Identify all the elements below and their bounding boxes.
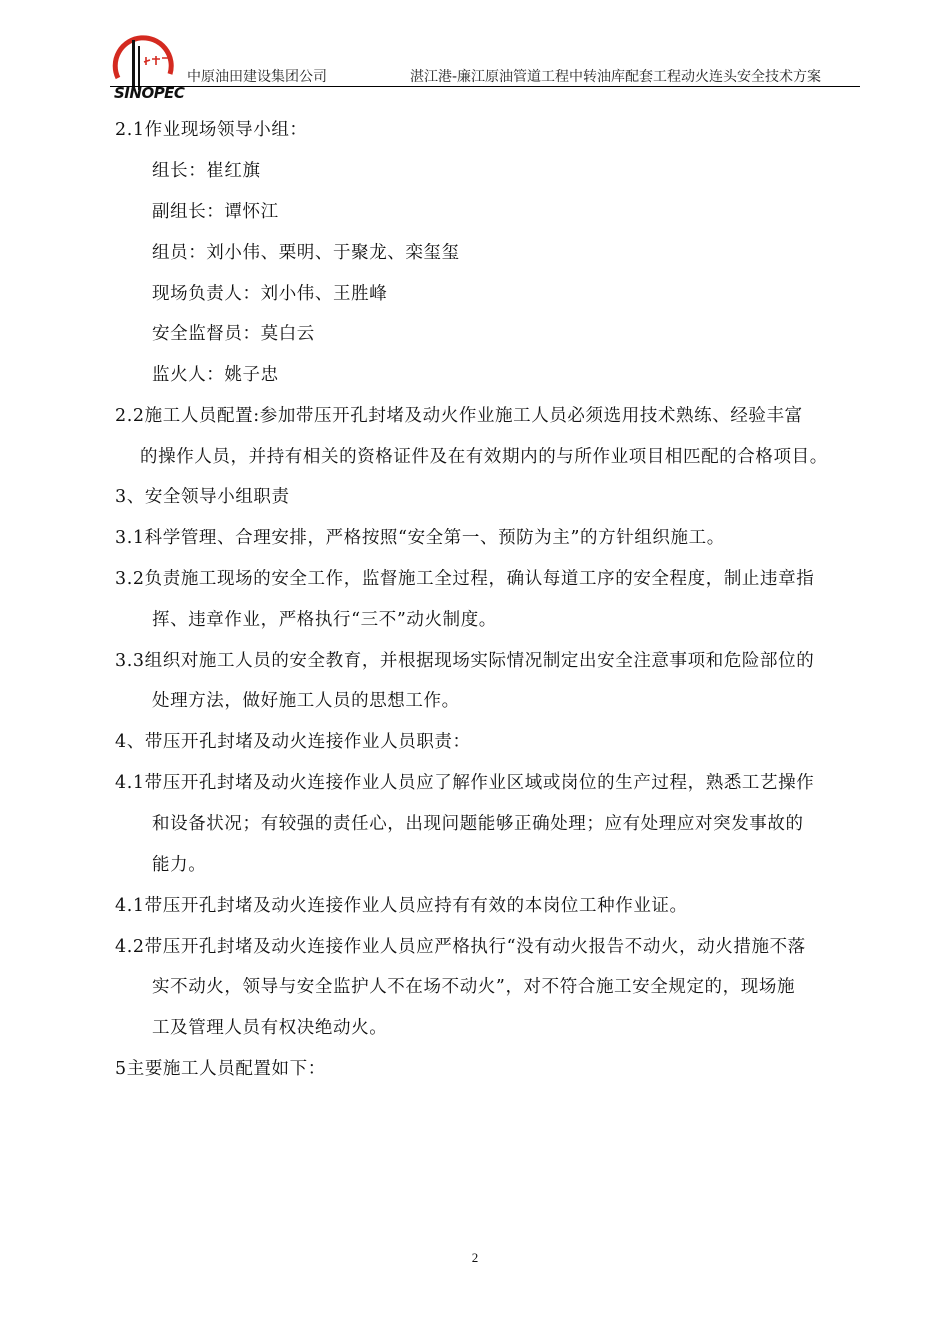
body-line: 安全监督员：莫白云 — [152, 324, 315, 344]
sinopec-logo — [108, 30, 188, 102]
header-document-title: 湛江港-廉江原油管道工程中转油库配套工程动火连头安全技术方案 — [410, 69, 822, 85]
body-line: 4.1带压开孔封堵及动火连接作业人员应持有有效的本岗位工种作业证。 — [115, 896, 688, 916]
section-heading: 5主要施工人员配置如下： — [115, 1059, 326, 1079]
section-heading: 3、安全领导小组职责 — [115, 487, 290, 507]
body-line: 组长：崔红旗 — [152, 161, 261, 181]
body-line: 的操作人员，并持有相关的资格证件及在有效期内的与所作业项目相匹配的合格项目。 — [140, 447, 828, 467]
body-line: 工及管理人员有权决绝动火。 — [152, 1018, 388, 1038]
body-line: 现场负责人：刘小伟、王胜峰 — [152, 284, 388, 304]
body-line: 能力。 — [152, 855, 207, 875]
body-line: 3.1科学管理、合理安排，严格按照“安全第一、预防为主”的方针组织施工。 — [115, 528, 725, 548]
header-company: 中原油田建设集团公司 — [187, 69, 327, 85]
body-line: 监火人：姚子忠 — [152, 365, 279, 385]
body-line: 挥、违章作业，严格执行“三不”动火制度。 — [152, 610, 497, 630]
svg-text:SINOPEC: SINOPEC — [114, 84, 185, 102]
body-line: 3.3组织对施工人员的安全教育，并根据现场实际情况制定出安全注意事项和危险部位的 — [115, 651, 815, 671]
body-line: 4.1带压开孔封堵及动火连接作业人员应了解作业区域或岗位的生产过程，熟悉工艺操作 — [115, 773, 815, 793]
section-heading: 2.1作业现场领导小组： — [115, 120, 308, 140]
section-heading: 4、带压开孔封堵及动火连接作业人员职责： — [115, 732, 471, 752]
body-line: 处理方法，做好施工人员的思想工作。 — [152, 691, 460, 711]
body-line: 实不动火，领导与安全监护人不在场不动火”，对不符合施工安全规定的，现场施 — [152, 977, 796, 997]
body-line: 组员：刘小伟、栗明、于聚龙、栾玺玺 — [152, 243, 460, 263]
body-line: 和设备状况；有较强的责任心，出现问题能够正确处理；应有处理应对突发事故的 — [152, 814, 804, 834]
header-divider — [110, 86, 860, 87]
body-line: 副组长：谭怀江 — [152, 202, 279, 222]
body-line: 3.2负责施工现场的安全工作，监督施工全过程，确认每道工序的安全程度，制止违章指 — [115, 569, 815, 589]
page-number: 2 — [471, 1250, 479, 1265]
body-line: 2.2施工人员配置:参加带压开孔封堵及动火作业施工人员必须选用技术熟练、经验丰富 — [115, 406, 803, 426]
body-line: 4.2带压开孔封堵及动火连接作业人员应严格执行“没有动火报告不动火，动火措施不落 — [115, 937, 806, 957]
